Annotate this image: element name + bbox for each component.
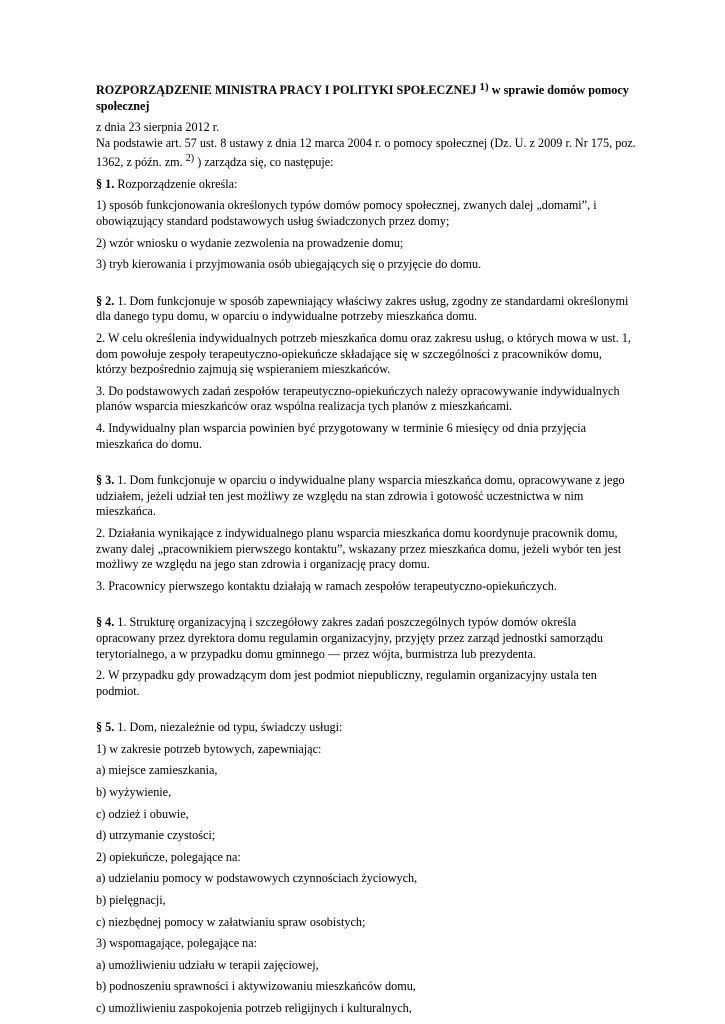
section-5-item: d) utrzymanie czystości; (96, 828, 216, 843)
document-body (96, 82, 636, 1017)
section-3-heading (96, 473, 636, 520)
section-2-paragraph: 2. W celu określenia indywidualnych potrzeb mieszkańca domu oraz zakresu usług, o których mowa w ust. 1, dom powołuje zespoły terapeutyczno-opiekuńcze składające się w szczególności z pracowników domu, którzy bezpośrednio zajmują się wspieraniem mieszkańców. (96, 331, 631, 377)
section-1-item: 3) tryb kierowania i przyjmowania osób ubiegających się o przyjęcie do domu. (96, 257, 482, 272)
section-5-item: 3) wspomagające, polegające na: (96, 936, 258, 951)
title-footnote-ref: 1) (479, 81, 489, 93)
regulation-date: z dnia 23 sierpnia 2012 r. (96, 120, 220, 134)
section-2-heading (96, 294, 636, 325)
section-4-heading (96, 615, 636, 662)
regulation-title (96, 82, 636, 114)
section-5-item: a) udzielaniu pomocy w podstawowych czynnościach życiowych, (96, 871, 418, 886)
legal-basis-footnote-ref: 2) (185, 153, 195, 165)
legal-basis-ending: ) zarządza się, co następuje: (197, 155, 334, 170)
section-2-paragraph-1: 1. Dom funkcjonuje w sposób zapewniający właściwy zakres usług, zgodny ze standardami określonymi dla danego typu domu, w oparciu o indywidualne potrzeby mieszkańca domu. (96, 293, 629, 324)
title-subject: w sprawie domów pomocy społecznej (96, 83, 629, 113)
section-5-item: 2) opiekuńcze, polegające na: (96, 849, 241, 864)
section-5-item: 1) w zakresie potrzeb bytowych, zapewniając: (96, 741, 322, 756)
section-3-paragraph: 3. Pracownicy pierwszego kontaktu działają w ramach zespołów terapeutyczno-opiekuńczych. (96, 578, 557, 593)
section-3-paragraph-1: 1. Dom funkcjonuje w oparciu o indywidualne plany wsparcia mieszkańca domu, opracowywane z jego udziałem, jeżeli udział ten jest możliwy ze względu na stan zdrowia i gotowość uczestnictwa w nim mieszkańca. (96, 473, 625, 519)
section-3-number: § 3. (96, 473, 115, 488)
section-5-item: b) pielęgnacji, (96, 893, 166, 908)
section-4-paragraph-1: 1. Strukturę organizacyjną i szczegółowy zakres zadań poszczególnych typów domów określa opracowany przez dyrektora domu regulamin organizacyjny, przyjęty przez zarząd jednostki samorządu terytorialnego, a w przypadku domu gminnego — przez wójta, burmistrza lub prezydenta. (96, 615, 603, 661)
section-5-item: a) miejsce zamieszkania, (96, 763, 218, 778)
section-1-number: § 1. (96, 176, 115, 191)
legal-basis-text: Na podstawie art. 57 ust. 8 ustawy z dnia 12 marca 2004 r. o pomocy społecznej (Dz. U. z 2009 r. Nr 175, poz. 1362, z późn. zm. (96, 135, 636, 170)
section-3-paragraph: 2. Działania wynikające z indywidualnego planu wsparcia mieszkańca domu koordynuje pracownik domu, zwany dalej „pracownikiem pierwszego kontaktu”, wskazany przez mieszkańca domu, jeżeli wybór ten jest możliwy ze względu na jego stan zdrowia i organizację pracy domu. (96, 525, 622, 572)
section-4-number: § 4. (96, 615, 115, 630)
section-5-item: c) niezbędnej pomocy w załatwianiu spraw osobistych; (96, 914, 366, 929)
section-1-heading (96, 177, 636, 193)
section-2-number: § 2. (96, 293, 115, 308)
section-5-item: a) umożliwieniu udziału w terapii zajęciowej, (96, 957, 319, 972)
section-1-intro: Rozporządzenie określa: (117, 176, 238, 191)
section-5-paragraph-1: 1. Dom, niezależnie od typu, świadczy usługi: (117, 720, 343, 735)
section-2-paragraph: 3. Do podstawowych zadań zespołów terapeutyczno-opiekuńczych należy opracowywanie indywidualnych planów wsparcia mieszkańców oraz wspólna realizacja tych planów z mieszkańcami. (96, 383, 620, 414)
section-2-paragraph: 4. Indywidualny plan wsparcia powinien być przygotowany w terminie 6 miesięcy od dnia przyjęcia mieszkańca do domu. (96, 420, 587, 451)
section-5-number: § 5. (96, 720, 115, 735)
section-5-item: b) podnoszeniu sprawności i aktywizowaniu mieszkańców domu, (96, 979, 416, 994)
section-1-item: 1) sposób funkcjonowania określonych typów domów pomocy społecznej, zwanych dalej „domami”, i obowiązujący standard podstawowych usług świadczonych przez domy; (96, 198, 597, 229)
legal-basis (96, 136, 636, 171)
section-5-item: c) odzież i obuwie, (96, 806, 189, 821)
section-1-item: 2) wzór wniosku o wydanie zezwolenia na prowadzenie domu; (96, 235, 404, 250)
section-5-heading (96, 720, 636, 736)
section-4-paragraph: 2. W przypadku gdy prowadzącym dom jest podmiot niepubliczny, regulamin organizacyjny ustala ten podmiot. (96, 668, 597, 698)
title-main: ROZPORZĄDZENIE MINISTRA PRACY I POLITYKI SPOŁECZNEJ (96, 83, 477, 97)
section-5-item: c) umożliwieniu zaspokojenia potrzeb religijnych i kulturalnych, (96, 1001, 412, 1015)
section-5-item: b) wyżywienie, (96, 785, 172, 800)
